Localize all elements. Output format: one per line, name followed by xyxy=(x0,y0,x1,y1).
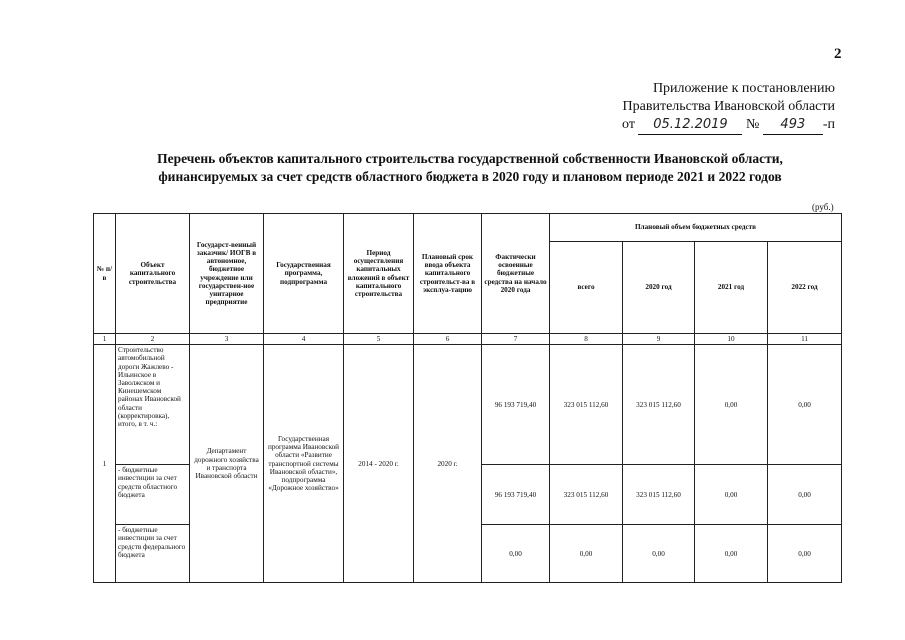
header-customer: Государст-венный заказчик/ ИОГВ в автономное, бюджетное учреждение или государствен-ное унитарное предприятие xyxy=(190,214,264,334)
y2022-cell: 0,00 xyxy=(768,345,842,465)
number-suffix: -п xyxy=(822,117,835,132)
header-2022: 2022 год xyxy=(768,242,842,334)
header-period: Период осуществления капитальных вложений в объект капитального строительства xyxy=(344,214,414,334)
row-number: 1 xyxy=(94,345,116,583)
y2022-cell: 0,00 xyxy=(768,465,842,525)
y2020-cell: 0,00 xyxy=(623,525,695,583)
header-commission: Плановый срок ввода объекта капитального строительст-ва в эксплуа-тацию xyxy=(414,214,482,334)
total-cell: 323 015 112,60 xyxy=(550,345,623,465)
handwritten-number: 493 xyxy=(763,116,823,135)
actual-cell: 96 193 719,40 xyxy=(482,465,550,525)
header-object: Объект капитального строительства xyxy=(116,214,190,334)
page-number: 2 xyxy=(834,46,842,62)
header-program: Государственная программа, подпрограмма xyxy=(264,214,344,334)
table-row xyxy=(94,345,842,465)
objects-table xyxy=(93,213,842,583)
actual-cell: 0,00 xyxy=(482,525,550,583)
col-number: 3 xyxy=(190,334,264,345)
header-planned-group: Плановый объем бюджетных средств xyxy=(550,214,842,242)
header-total: всего xyxy=(550,242,623,334)
col-number: 11 xyxy=(768,334,842,345)
appendix-block xyxy=(515,80,835,135)
col-number: 7 xyxy=(482,334,550,345)
number-label: № xyxy=(745,117,760,132)
y2021-cell: 0,00 xyxy=(695,465,768,525)
y2021-cell: 0,00 xyxy=(695,345,768,465)
commission-cell: 2020 г. xyxy=(414,345,482,583)
header-num: № п/в xyxy=(94,214,116,334)
customer-cell: Департамент дорожного хозяйства и транспорта Ивановской области xyxy=(190,345,264,583)
col-number: 8 xyxy=(550,334,623,345)
document-title xyxy=(90,150,850,186)
appendix-line-2: Правительства Ивановской области xyxy=(622,99,835,114)
actual-cell: 96 193 719,40 xyxy=(482,345,550,465)
appendix-line-1: Приложение к постановлению xyxy=(652,81,835,96)
col-number: 9 xyxy=(623,334,695,345)
from-label: от xyxy=(622,117,635,132)
col-number: 5 xyxy=(344,334,414,345)
period-cell: 2014 - 2020 г. xyxy=(344,345,414,583)
col-number: 6 xyxy=(414,334,482,345)
y2022-cell: 0,00 xyxy=(768,525,842,583)
y2021-cell: 0,00 xyxy=(695,525,768,583)
currency-note: (руб.) xyxy=(812,202,834,212)
title-line-1: Перечень объектов капитального строительства государственной собственности Ивановской области, xyxy=(157,151,783,166)
header-actual: Фактически освоенные бюджетные средства на начало 2020 года xyxy=(482,214,550,334)
y2020-cell: 323 015 112,60 xyxy=(623,345,695,465)
title-line-2: финансируемых за счет средств областного бюджета в 2020 году и плановом периоде 2021 и 2022 годов xyxy=(158,169,782,184)
total-cell: 323 015 112,60 xyxy=(550,465,623,525)
header-2020: 2020 год xyxy=(623,242,695,334)
object-name: - бюджетные инвестиции за счет средств федерального бюджета xyxy=(116,525,190,583)
object-name: Строительство автомобильной дороги Жажлево - Ильинское в Заволжском и Кинешемском районах Ивановской области (корректировка), итого, в т. ч.: xyxy=(116,345,190,465)
object-name: - бюджетные инвестиции за счет средств областного бюджета xyxy=(116,465,190,525)
col-number: 4 xyxy=(264,334,344,345)
appendix-signature-line xyxy=(622,116,835,135)
col-number: 2 xyxy=(116,334,190,345)
column-number-row xyxy=(94,334,842,345)
header-2021: 2021 год xyxy=(695,242,768,334)
col-number: 1 xyxy=(94,334,116,345)
handwritten-date: 05.12.2019 xyxy=(638,116,742,135)
total-cell: 0,00 xyxy=(550,525,623,583)
y2020-cell: 323 015 112,60 xyxy=(623,465,695,525)
col-number: 10 xyxy=(695,334,768,345)
program-cell: Государственная программа Ивановской области «Развитие транспортной системы Ивановской области», подпрограмма «Дорожное хозяйство» xyxy=(264,345,344,583)
